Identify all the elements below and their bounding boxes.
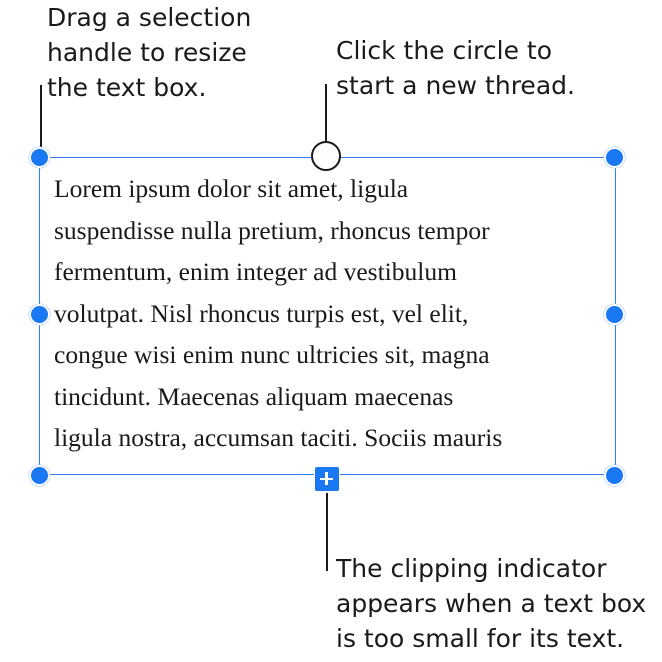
selection-handle-top-left[interactable] (29, 147, 50, 168)
clipping-callout (336, 551, 646, 656)
text-line: Lorem ipsum dolor sit amet, ligula (54, 174, 409, 203)
thread-callout (336, 33, 575, 103)
text-line: ligula nostra, accumsan taciti. Sociis mauris (54, 423, 503, 452)
text-line: congue wisi enim nunc ultricies sit, magna (54, 340, 490, 369)
clipping-callout-line: is too small for its text. (336, 624, 625, 653)
resize-callout-line: Drag a selection (47, 3, 252, 32)
text-line: suspendisse nulla pretium, rhoncus tempor (54, 215, 490, 245)
text-line: volutpat. Nisl rhoncus turpis est, vel elit, (54, 298, 469, 328)
selection-handle-middle-right[interactable] (604, 304, 625, 325)
resize-leader-line (40, 85, 42, 147)
clipping-callout-line: appears when a text box (336, 589, 647, 618)
text-line: fermentum, enim integer ad vestibulum (54, 257, 457, 286)
text-line: tincidunt. Maecenas aliquam maecenas (54, 381, 454, 411)
resize-callout (47, 0, 251, 105)
clipping-indicator-plus-icon[interactable] (314, 466, 340, 492)
thread-callout-line: start a new thread. (336, 71, 575, 100)
selection-handle-bottom-left[interactable] (29, 465, 50, 486)
clipping-callout-line: The clipping indicator (336, 554, 607, 583)
resize-callout-line: the text box. (47, 73, 207, 102)
resize-callout-line: handle to resize (47, 38, 247, 67)
selection-handle-top-right[interactable] (604, 147, 625, 168)
thread-callout-line: Click the circle to (336, 36, 553, 65)
plus-bar (325, 472, 327, 485)
selection-handle-bottom-right[interactable] (604, 465, 625, 486)
new-thread-circle-icon[interactable] (311, 141, 341, 171)
text-box-content[interactable] (54, 168, 614, 459)
clipping-leader-line (326, 493, 328, 571)
selection-handle-middle-left[interactable] (29, 304, 50, 325)
thread-leader-line (325, 84, 327, 142)
